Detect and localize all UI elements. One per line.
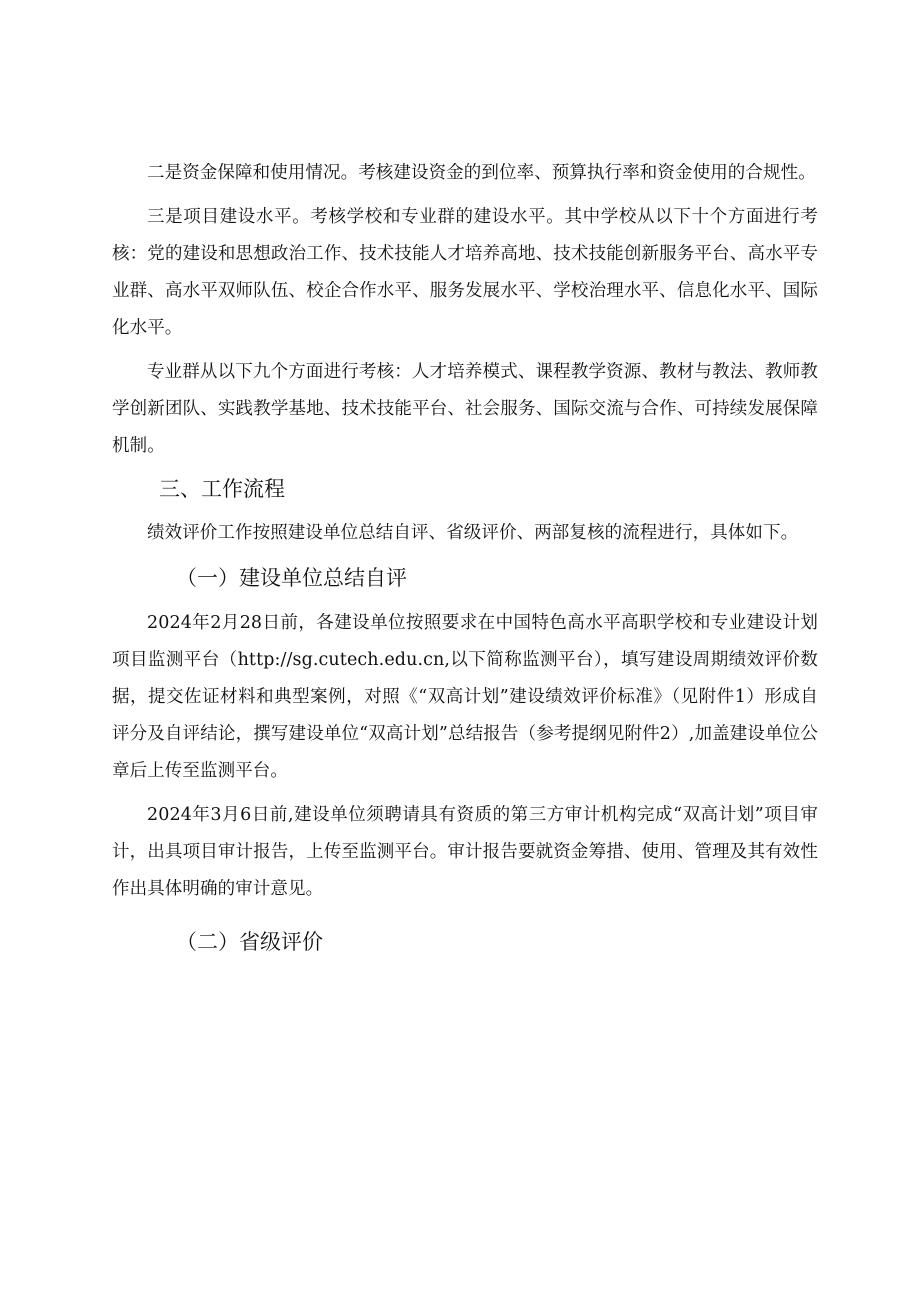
document-body	[112, 155, 818, 969]
section-heading-workflow: 三、工作流程	[159, 477, 285, 501]
paragraph-project-level: 三是项目建设水平。考核学校和专业群的建设水平。其中学校从以下十个方面进行考核：党的建设和思想政治工作、技术技能人才培养高地、技术技能创新服务平台、高水平专业群、高水平双师队伍、校企合作水平、服务发展水平、学校治理水平、信息化水平、国际化水平。	[112, 207, 818, 338]
paragraph-specialty-group: 专业群从以下九个方面进行考核：人才培养模式、课程教学资源、教材与教法、教师教学创新团队、实践教学基地、技术技能平台、社会服务、国际交流与合作、可持续发展保障机制。	[112, 362, 818, 456]
paragraph-self-evaluation-deadline: 2024年2月28日前，各建设单位按照要求在中国特色高水平高职学校和专业建设计划项目监测平台（http://sg.cutech.edu.cn,以下简称监测平台），填写建设周期绩效评价数据，提交佐证材料和典型案例，对照《“双高计划”建设绩效评价标准》（见附件1）形成自评分及自评结论，撰写建设单位“双高计划”总结报告（参考提纲见附件2）,加盖建设单位公章后上传至监测平台。	[112, 613, 818, 781]
paragraph-workflow-intro: 绩效评价工作按照建设单位总结自评、省级评价、两部复核的流程进行，具体如下。	[147, 523, 799, 543]
subsection-heading-self-evaluation: （一）建设单位总结自评	[176, 566, 407, 590]
paragraph-funding: 二是资金保障和使用情况。考核建设资金的到位率、预算执行率和资金使用的合规性。	[147, 163, 816, 183]
subsection-heading-provincial-evaluation: （二）省级评价	[176, 930, 323, 954]
paragraph-audit-deadline: 2024年3月6日前,建设单位须聘请具有资质的第三方审计机构完成“双高计划”项目审计，出具项目审计报告，上传至监测平台。审计报告要就资金筹措、使用、管理及其有效性作出具体明确的审计意见。	[112, 805, 818, 899]
